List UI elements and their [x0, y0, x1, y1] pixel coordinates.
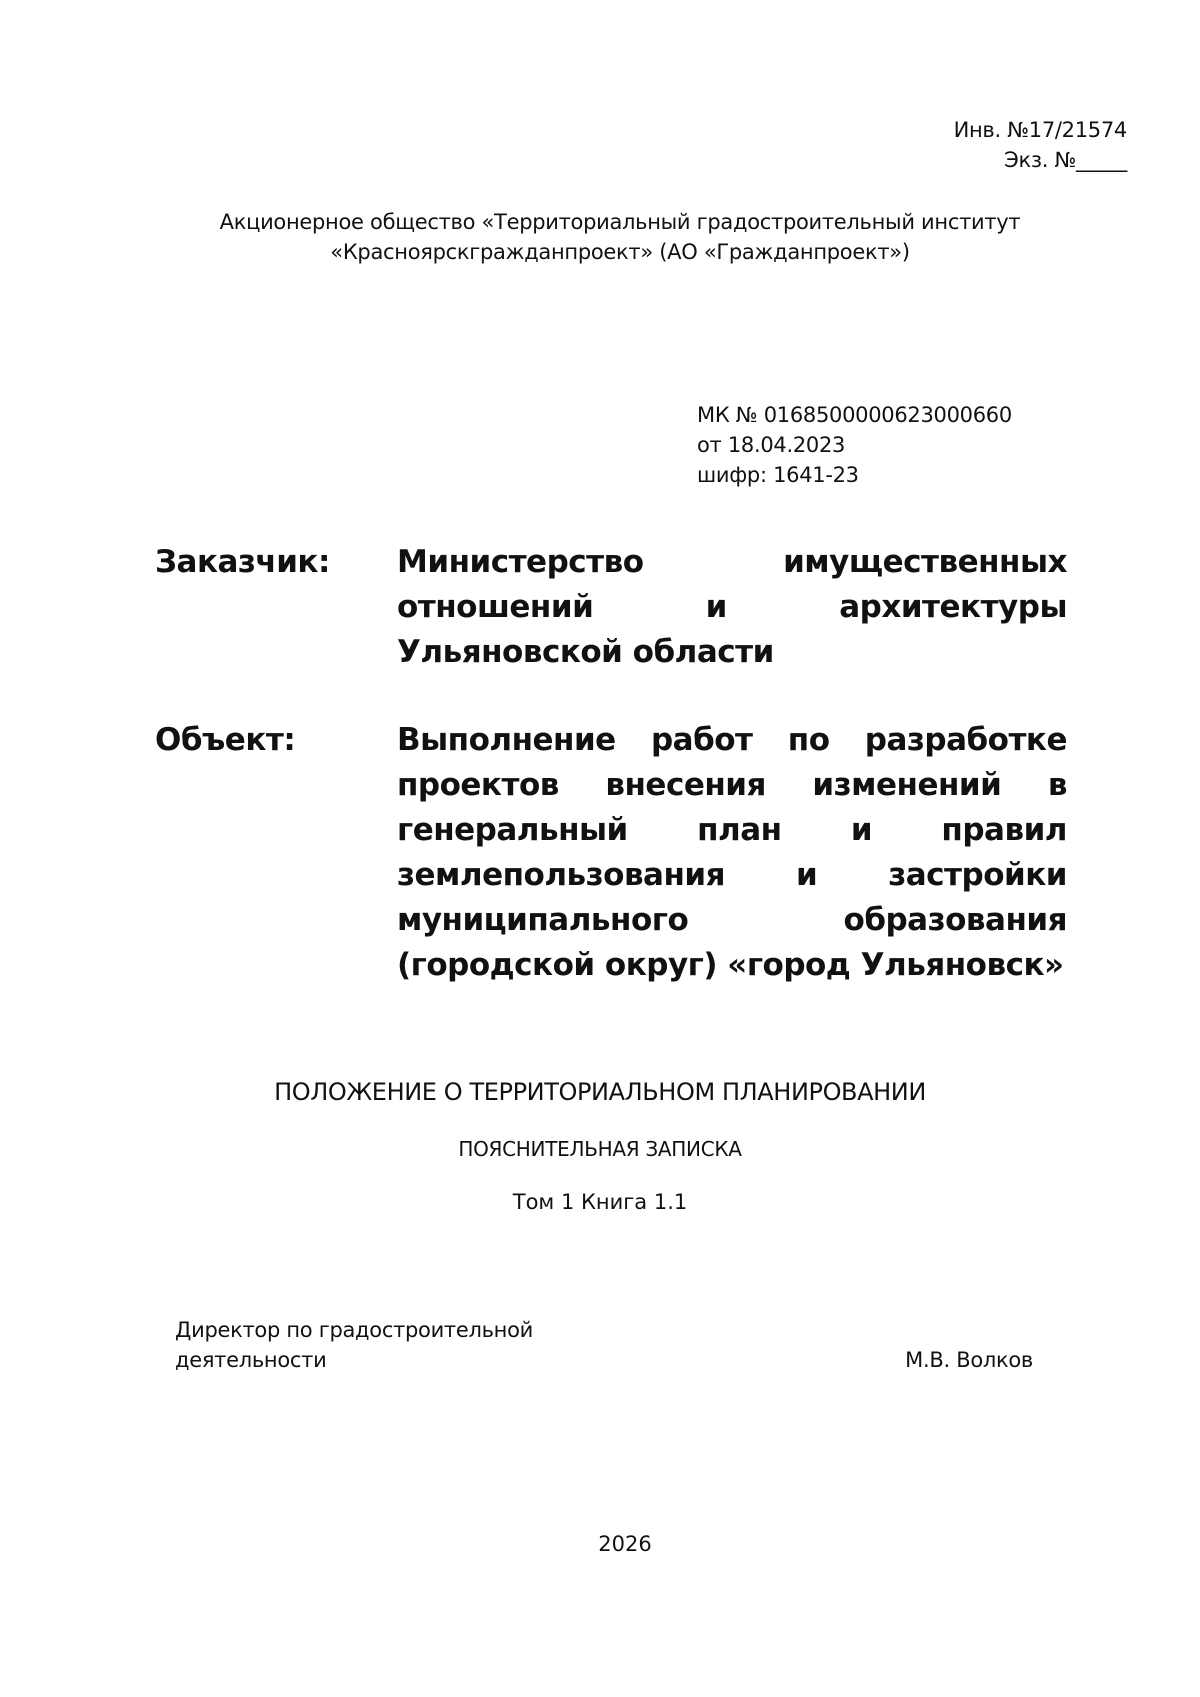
object-label: Объект:	[155, 722, 296, 758]
organization-line-2: «Красноярскгражданпроект» (АО «Гражданпроект»)	[330, 240, 910, 264]
document-year: 2026	[598, 1532, 652, 1556]
object-value: Выполнение работ по разработке проектов внесения изменений в генеральный план и правил землепользования и застройки муниципального образования (городской округ) «город Ульяновск»	[397, 722, 1067, 983]
volume-label: Том 1 Книга 1.1	[512, 1190, 688, 1214]
contract-info	[697, 400, 1012, 490]
copy-number: Экз. №_____	[1004, 148, 1127, 172]
position-line-1: Директор по градостроительной	[175, 1318, 534, 1342]
inventory-block	[954, 115, 1127, 175]
customer-label: Заказчик:	[155, 544, 330, 580]
organization-name	[0, 207, 1200, 267]
section-title: ПОЛОЖЕНИЕ О ТЕРРИТОРИАЛЬНОМ ПЛАНИРОВАНИИ	[274, 1078, 926, 1106]
document-type: ПОЯСНИТЕЛЬНАЯ ЗАПИСКА	[458, 1137, 742, 1161]
contract-code: шифр: 1641-23	[697, 463, 859, 487]
organization-line-1: Акционерное общество «Территориальный градостроительный институт	[219, 210, 1021, 234]
customer-value: Министерство имущественных отношений и архитектуры Ульяновской области	[397, 544, 1067, 670]
position-line-2: деятельности	[175, 1348, 327, 1372]
contract-number: МК № 0168500000623000660	[697, 403, 1012, 427]
contract-date: от 18.04.2023	[697, 433, 846, 457]
signatory-name: М.В. Волков	[905, 1348, 1033, 1372]
signatory-position	[175, 1315, 533, 1375]
inventory-number: Инв. №17/21574	[953, 118, 1127, 142]
